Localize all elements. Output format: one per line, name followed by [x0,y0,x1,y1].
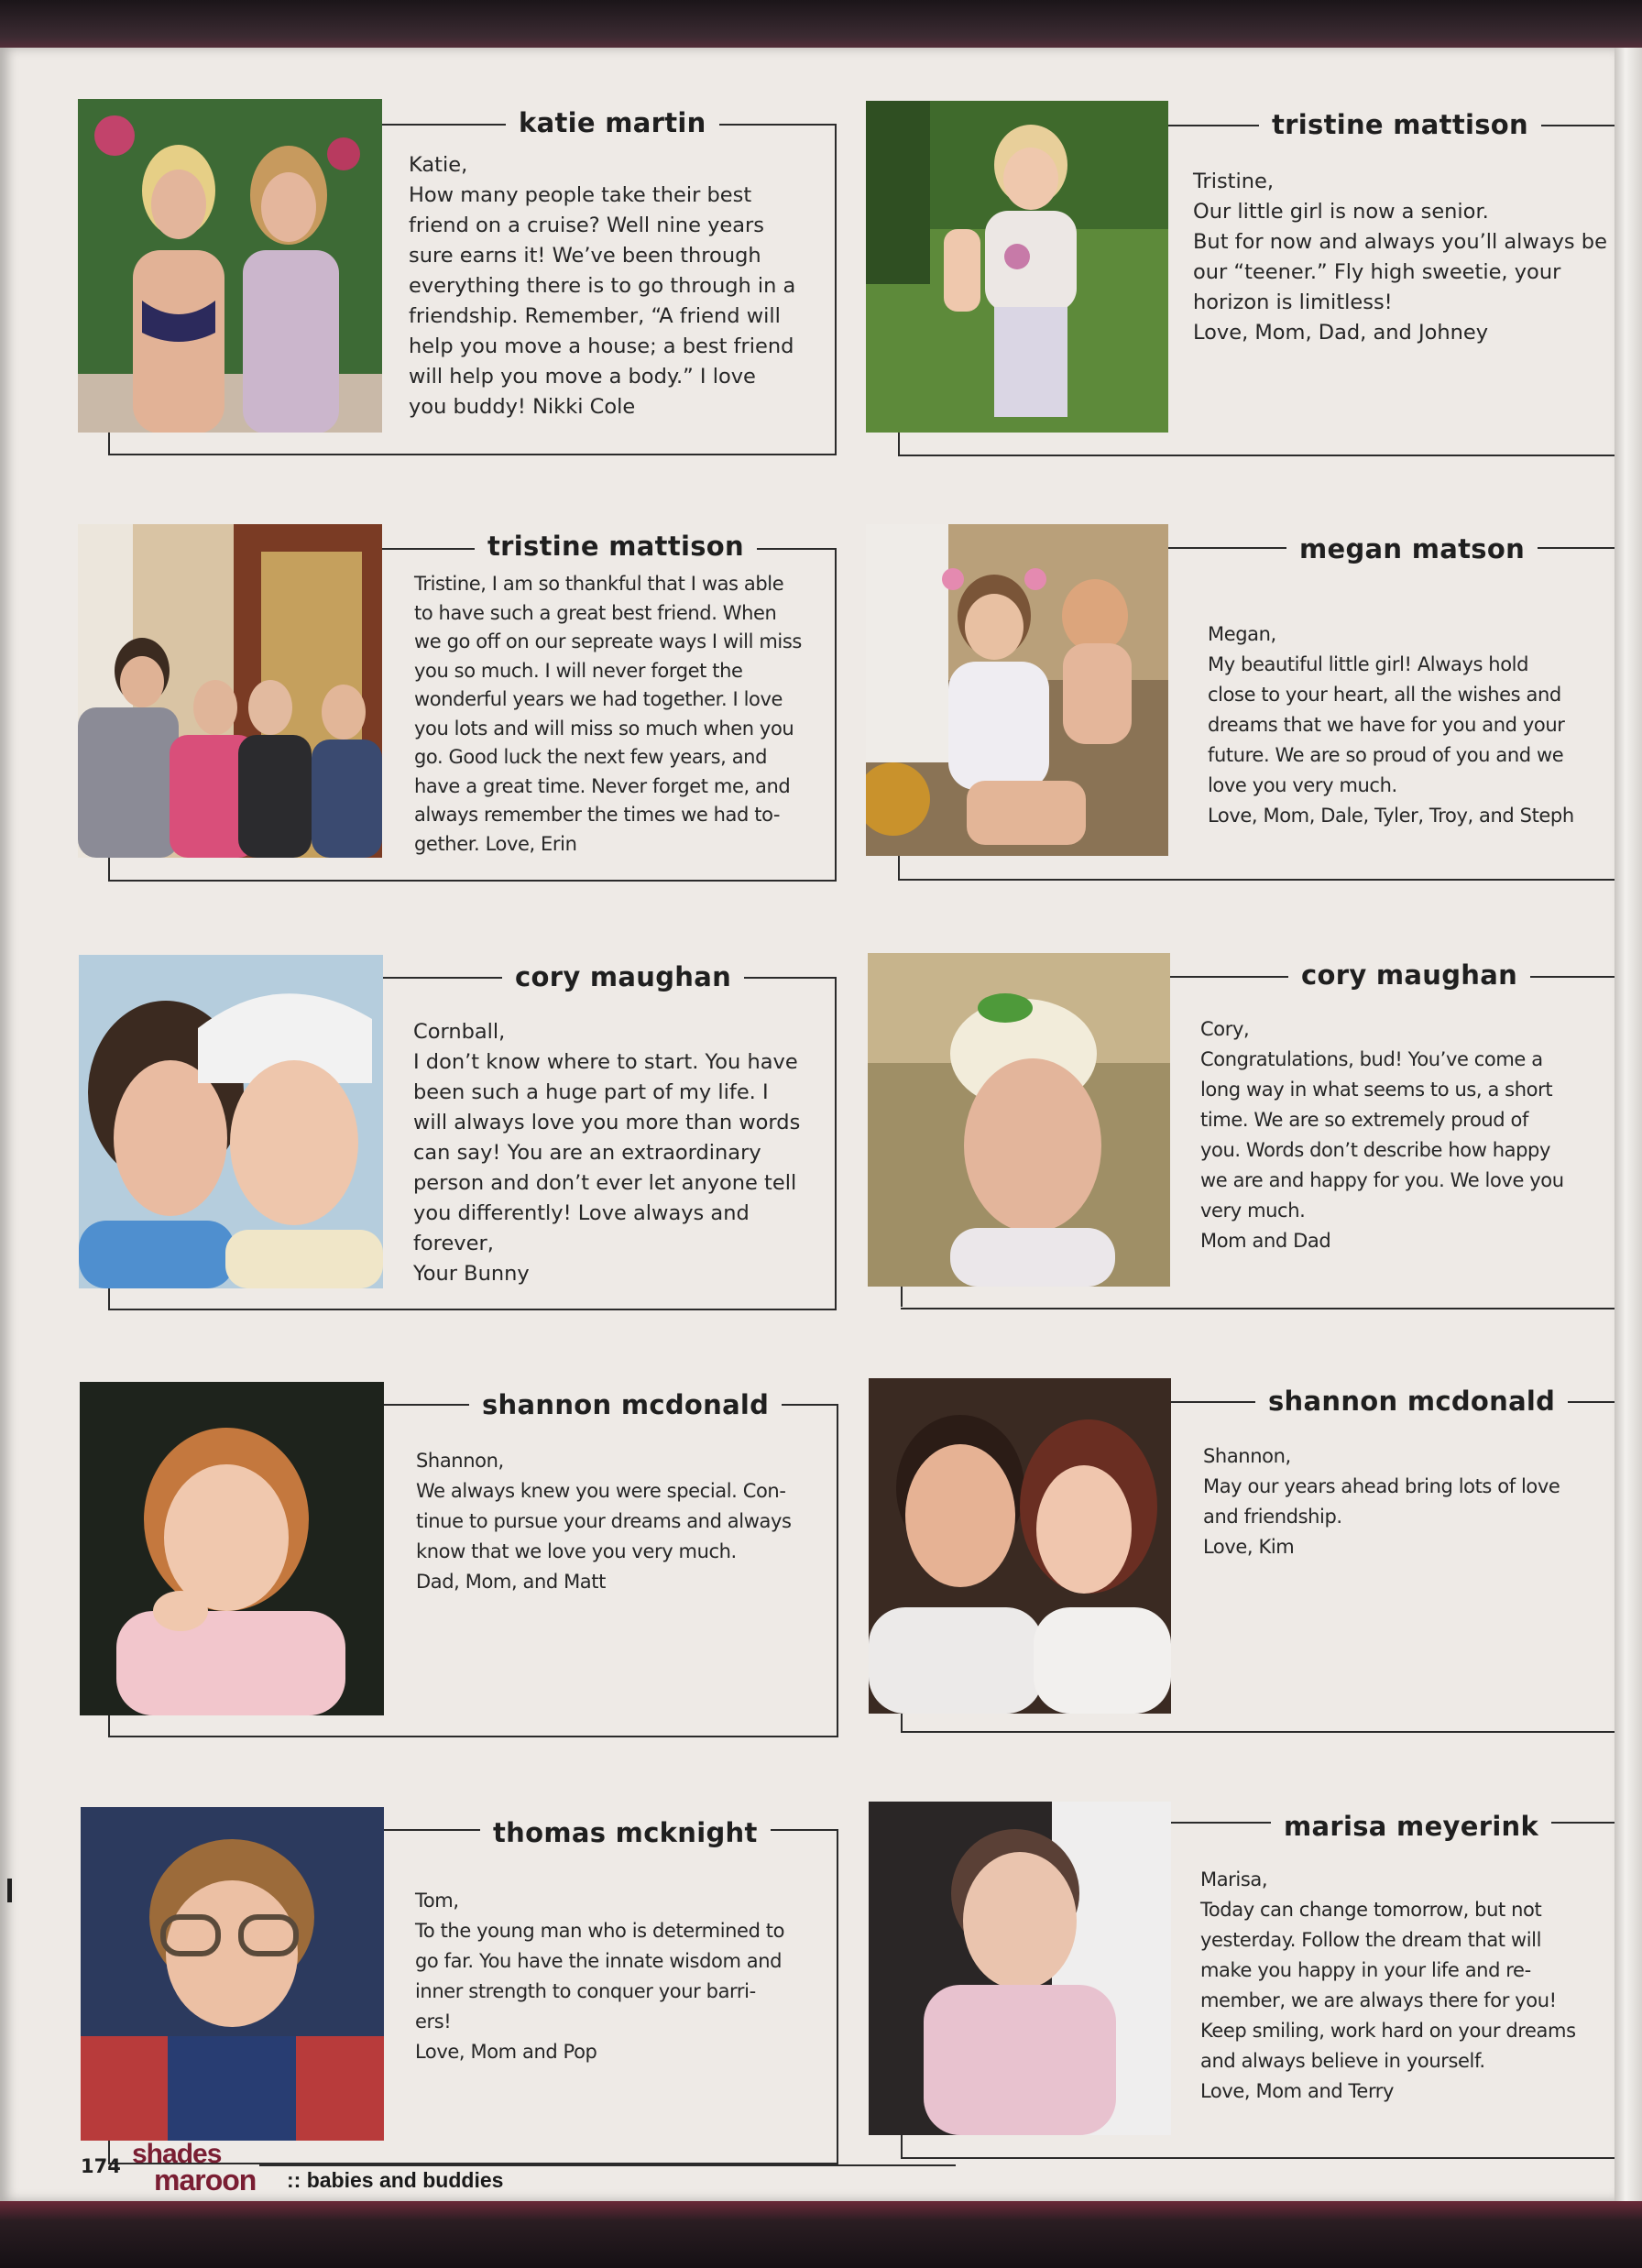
logo-bottom-text: maroon [154,2164,257,2194]
entry-name: katie martin [506,107,719,138]
entry-name: shannon mcdonald [469,1389,782,1420]
entry-name: cory maughan [1288,959,1530,991]
photo-thomas-mcknight [81,1807,384,2141]
entry-name: tristine mattison [475,531,757,562]
entry-frame-tick [898,852,900,880]
entry-message: Tristine, Our little girl is now a senior. But for now and always you’ll always be our “teener.” Fly high sweetie, your horizon is limitless! Love, Mom, Dad, and Johney [1193,170,1607,345]
photo-tristine-mattison-child [866,101,1168,433]
entry-message: Tom, To the young man who is determined to go far. You have the innate wisdom and inner strength to conquer your barri- ers! Love, Mom and Pop [415,1890,785,2063]
entry-message: Marisa, Today can change tomorrow, but not yesterday. Follow the dream that will make you happy in your life and re- member, we are always there for you! Keep smiling, work hard on your dreams and always believe in yourself. Love, Mom and Terry [1200,1868,1576,2102]
photo-cory-maughan-child [868,953,1170,1287]
logo-top-text: shades [132,2139,222,2169]
entry-message: Megan, My beautiful little girl! Always hold close to your heart, all the wishes and dreams that we have for you and your future. We are so proud of you and we love you very much. Love, Mom, Dale, Tyler, Troy, and Steph [1208,623,1574,827]
photo-shannon-mcdonald-couple [869,1378,1171,1714]
entry-name: shannon mcdonald [1255,1386,1568,1417]
scan-top-border [0,0,1642,51]
footer-rule [259,2164,956,2166]
photo-tristine-mattison-friends [78,524,382,858]
edge-mark [7,1879,12,1902]
photo-cory-maughan-couple [79,955,383,1288]
entry-message: Cornball, I don’t know where to start. You have been such a huge part of my life. I will always love you more than words can say! You are an extraordinary person and don’t ever let anyone tell you differently! Love always and forever, Your Bunny [413,1020,801,1286]
section-title: :: babies and buddies [287,2168,504,2192]
photo-megan-matson [866,524,1168,856]
entry-message: Tristine, I am so thankful that I was able to have such a great best friend. When we go off on our sepreate ways I will miss you so much. I will never forget the wonderful years we had together. I love you lots and will miss so much when you go. Good luck the next few years, and have a great time. Never forget me, and always remember the times we had to- gether. Love, Erin [414,573,802,855]
entry-message: Shannon, May our years ahead bring lots of love and friendship. Love, Kim [1203,1445,1560,1558]
page-number: 174 [81,2155,121,2177]
photo-katie-martin [78,99,382,433]
entry-message: Cory, Congratulations, bud! You’ve come a long way in what seems to us, a short time. We are so extremely proud of you. Words don’t describe how happy we are and happy for you. We love you very much. Mom and Dad [1200,1018,1564,1252]
entry-name: tristine mattison [1259,109,1541,140]
entry-name: marisa meyerink [1271,1811,1551,1842]
entry-message: Shannon, We always knew you were special. Con- tinue to pursue your dreams and always know that we love you very much. Dad, Mom, and Matt [416,1450,792,1593]
page-gutter [1615,48,1642,2201]
entry-name: thomas mcknight [480,1817,771,1848]
scan-bottom-border [0,2201,1642,2268]
photo-shannon-mcdonald-child [80,1382,384,1715]
entry-name: megan matson [1286,533,1538,564]
entry-name: cory maughan [502,961,744,992]
photo-marisa-meyerink [869,1802,1171,2135]
entry-message: Katie, How many people take their best friend on a cruise? Well nine years sure earns it! We’ve been through everything there is to go through in a friendship. Remember, “A friend will help you move a house; a best friend will help you move a body.” I love you buddy! Nikki Cole [409,153,796,419]
